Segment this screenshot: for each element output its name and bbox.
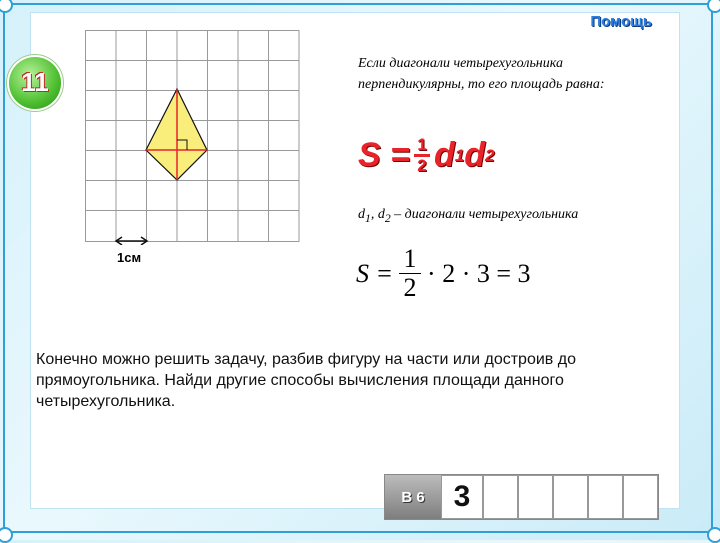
formula-fraction: $\frac{1}{2}$ — [414, 137, 430, 174]
task-number-badge — [9, 57, 61, 109]
help-link[interactable]: Помощь — [590, 13, 652, 30]
area-calculation: S = $\frac{1}{2}$ · 2 · 3 = 3 — [356, 244, 531, 302]
answer-cell[interactable] — [483, 475, 518, 519]
answer-cell[interactable] — [623, 475, 658, 519]
task-number: 11 — [21, 67, 49, 97]
scale-label: 1см — [117, 250, 142, 265]
calc-fraction: $\frac{1}{2}$ — [399, 245, 421, 302]
answer-cell[interactable] — [518, 475, 553, 519]
task-description: Конечно можно решить задачу, разбив фигуру на части или достроив до прямоугольника. Найди другие способы вычисления площади данного четырехугольника. — [36, 351, 576, 410]
answer-cell[interactable] — [588, 475, 623, 519]
frame-corner — [707, 0, 720, 13]
area-formula: S = $\frac{1}{2}$ d 1 d 2 — [358, 135, 495, 175]
frame-corner — [0, 527, 13, 543]
question-text: Если диагонали четырехугольника перпендикулярны, то его площадь равна: — [358, 56, 605, 92]
diagonals-note: $d_1$, $d_2$ – диагонали четырехугольника — [358, 207, 579, 225]
variant-button[interactable]: В 6 — [385, 475, 441, 519]
answer-box — [384, 474, 659, 520]
answer-cell[interactable] — [553, 475, 588, 519]
grid-figure — [85, 30, 305, 245]
scale-arrow — [116, 237, 147, 245]
answer-digit[interactable]: 3 — [441, 475, 483, 519]
frame-corner — [707, 527, 720, 543]
formula-lhs: S = — [358, 136, 410, 174]
